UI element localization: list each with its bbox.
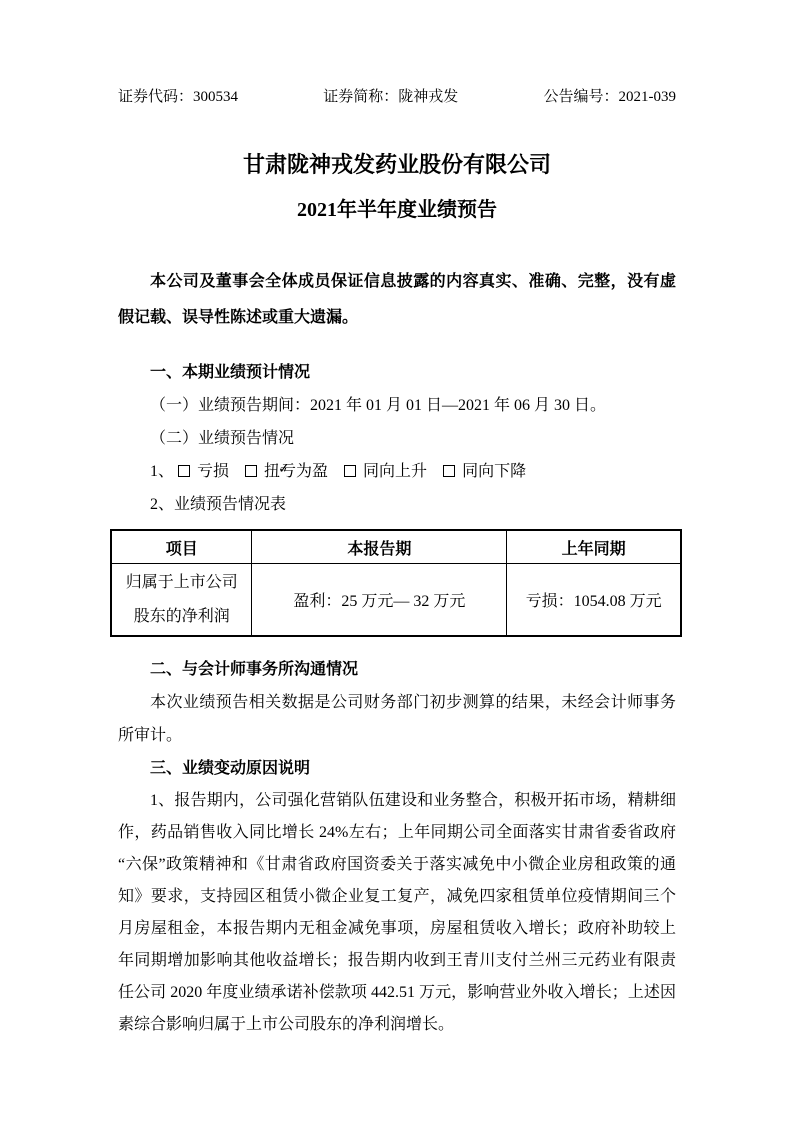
table-header-current-period: 本报告期: [252, 530, 507, 564]
checkbox-checked-icon: [245, 465, 257, 477]
checkbox-option-same-direction-down: [443, 463, 526, 480]
checkbox-label: 同向下降: [462, 463, 527, 480]
section-2-heading: 二、与会计师事务所沟通情况: [150, 661, 359, 678]
prior-period-value-cell: 亏损：1054.08 万元: [507, 564, 681, 637]
checkbox-unchecked-icon: [178, 465, 190, 477]
forecast-table: [110, 529, 682, 637]
section-3-body: 1、报告期内，公司强化营销队伍建设和业务整合，积极开拓市场，精耕细作，药品销售收入同比增长 24%左右；上年同期公司全面落实甘肃省委省政府“六保”政策精神和《甘肃省政府国资委关于落实减免中小微企业房租政策的通知》要求，支持园区租赁小微企业复工复产，减免四家租赁单位疫情期间三个月房屋租金，本报告期内无租金减免事项，房屋租赁收入增长；政府补助较上年同期增加影响其他收益增长；报告期内收到王青川支付兰州三元药业有限责任公司 2020 年度业绩承诺补偿款项 442.51 万元，影响营业外收入增长；上述因素综合影响归属于上市公司股东的净利润增长。: [118, 792, 676, 1033]
forecast-table-caption: 2、业绩预告情况表: [150, 496, 287, 513]
section-2-body: 本次业绩预告相关数据是公司财务部门初步测算的结果，未经会计师事务所审计。: [118, 694, 676, 744]
checkbox-label: 亏损: [197, 463, 230, 480]
company-title: 甘肃陇神戎发药业股份有限公司: [242, 152, 551, 177]
document-subtitle: 2021年半年度业绩预告: [297, 199, 497, 221]
net-profit-item-cell: [111, 564, 252, 637]
table-header-prior-period: 上年同期: [507, 530, 681, 564]
announcement-number: 公告编号：2021-039: [543, 89, 676, 105]
checkbox-option-loss: [178, 463, 233, 480]
performance-type-line: [118, 455, 676, 488]
table-header-item: 项目: [111, 530, 252, 564]
table-header-row: [111, 530, 681, 564]
checkbox-option-turnaround: [245, 463, 332, 480]
current-period-value-cell: 盈利：25 万元— 32 万元: [252, 564, 507, 637]
section-3-heading: 三、业绩变动原因说明: [150, 760, 311, 777]
checkbox-unchecked-icon: [443, 465, 455, 477]
net-profit-item-line2: 股东的净利润: [133, 607, 230, 625]
checkbox-label: 扭亏为盈: [264, 463, 329, 480]
net-profit-item-line1: 归属于上市公司: [125, 573, 238, 591]
forecast-situation-line: （二）业绩预告情况: [150, 430, 295, 447]
section-1-heading: 一、本期业绩预计情况: [150, 364, 311, 381]
stock-short-name: 证券简称：陇神戎发: [323, 89, 459, 105]
forecast-period-line: （一）业绩预告期间：2021 年 01 月 01 日—2021 年 06 月 30 日。: [150, 397, 607, 414]
stock-code: 证券代码：300534: [118, 89, 239, 105]
checkbox-option-same-direction-up: [344, 463, 431, 480]
document-header: [118, 86, 676, 108]
checkbox-label: 同向上升: [363, 463, 428, 480]
disclaimer-statement: 本公司及董事会全体成员保证信息披露的内容真实、准确、完整，没有虚假记载、误导性陈述或重大遗漏。: [118, 273, 676, 326]
performance-type-prefix: 1、: [150, 463, 175, 480]
checkbox-unchecked-icon: [344, 465, 356, 477]
table-row: [111, 564, 681, 637]
